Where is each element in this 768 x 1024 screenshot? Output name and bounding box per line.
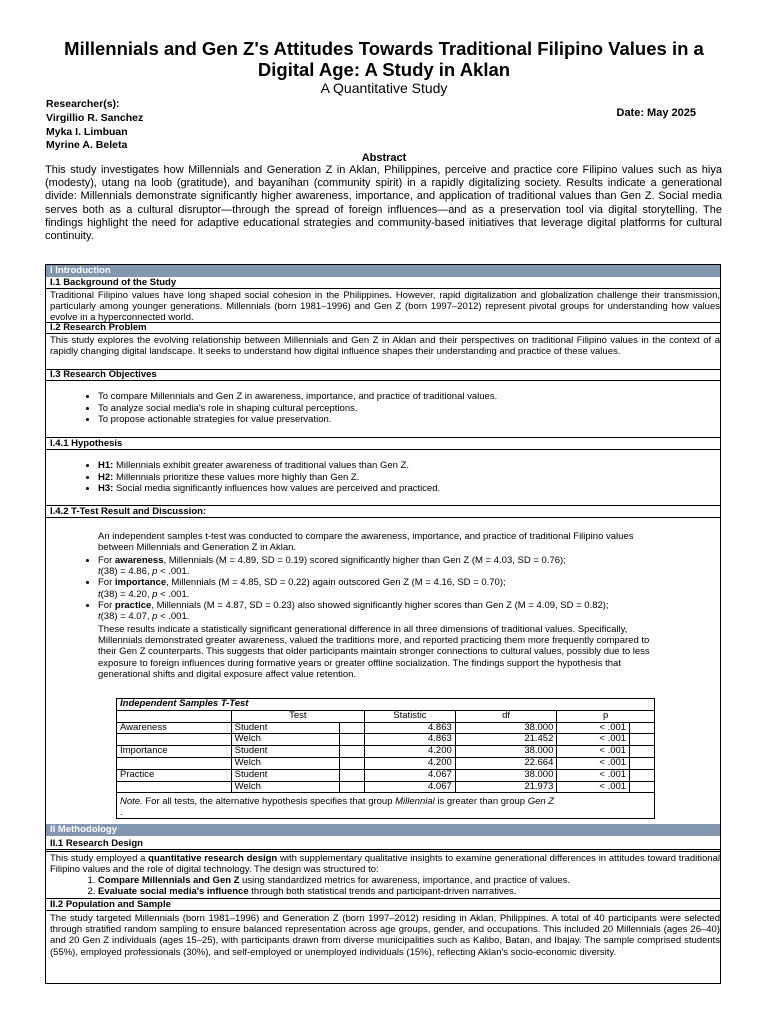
design-text bbox=[50, 853, 720, 875]
table-row bbox=[117, 722, 655, 734]
hypothesis-text: Social media significantly influences how values are perceived and practiced. bbox=[113, 483, 441, 495]
result-text: , Millennials (M = 4.87, SD = 0.23) also showed significantly higher scores than Gen Z (M = 4.09, SD = 0.82); bbox=[151, 599, 609, 611]
list-item bbox=[98, 600, 658, 622]
cell-p: < .001 bbox=[557, 769, 630, 781]
table-row bbox=[117, 769, 655, 781]
hypothesis-text: Millennials exhibit greater awareness of traditional values than Gen Z. bbox=[113, 460, 410, 471]
ttest-intro: An independent samples t-test was conducted to compare the awareness, importance, and practice of traditional Filipino values between Millennials and Generation Z in Aklan. bbox=[98, 531, 634, 554]
result-dimension: importance bbox=[114, 577, 167, 589]
objectives-list bbox=[52, 391, 497, 426]
table-row bbox=[117, 757, 655, 769]
cell-group: Awareness bbox=[117, 722, 232, 734]
cell-empty bbox=[340, 781, 365, 793]
cell-test: Student bbox=[231, 769, 340, 781]
cell-statistic: 4.200 bbox=[365, 757, 456, 769]
result-text: For bbox=[98, 599, 115, 611]
note-text: For all tests, the alternative hypothesis specifies that group bbox=[142, 796, 396, 808]
p-symbol: p bbox=[152, 566, 158, 578]
section-bar-introduction: I Introduction bbox=[46, 265, 720, 277]
design-item-title: Compare Millennials and Gen Z bbox=[98, 875, 240, 886]
hypothesis-label: H1: bbox=[98, 460, 114, 471]
hypothesis-text: Millennials prioritize these values more highly than Gen Z. bbox=[113, 471, 360, 483]
table-title: Independent Samples T-Test bbox=[117, 699, 655, 711]
result-dimension: practice bbox=[114, 599, 152, 611]
cell-empty bbox=[340, 722, 365, 734]
problem-text: This study explores the evolving relationship between Millennials and Gen Z in Aklan and their perspectives on traditional Filipino values in the context of a rapidly changing digital landscape. It seeks to understand how digital influence shapes their understanding and practice of these values. bbox=[50, 335, 720, 358]
section-heading-population: II.2 Population and Sample bbox=[46, 899, 720, 911]
cell-group bbox=[117, 757, 232, 769]
result-stat: (38) = 4.07, bbox=[100, 611, 153, 623]
list-item: • To compare Millennials and Gen Z in awareness, importance, and practice of traditional values. bbox=[98, 391, 497, 403]
cell-empty bbox=[630, 734, 655, 746]
t-symbol: t bbox=[98, 611, 101, 623]
table-header-row bbox=[117, 710, 655, 722]
note-group: Gen Z bbox=[527, 796, 555, 808]
cell-p: < .001 bbox=[557, 722, 630, 734]
researcher-name: Virgillio R. Sanchez bbox=[46, 111, 144, 124]
cell-df: 38.000 bbox=[455, 769, 557, 781]
note-label: Note. bbox=[120, 796, 143, 808]
result-text: For bbox=[98, 555, 115, 566]
cell-p: < .001 bbox=[557, 734, 630, 746]
result-stat: (38) = 4.86, bbox=[100, 566, 153, 578]
design-item-title: Evaluate social media's influence bbox=[98, 886, 249, 897]
section-bar-methodology: II Methodology bbox=[46, 824, 720, 836]
population-text: The study targeted Millennials (born 1981–1996) and Generation Z (born 1997–2012) residing in Aklan, Philippines. A total of 40 participants were selected through stratified random sampling to ensure balanced representation across age groups, gender, and occupations. This included 20 Millennials (ages 26–40) and 20 Gen Z individuals (ages 15–25), with participants drawn from diverse municipalities such as Kalibo, Batan, and Ibajay. The sample comprised students (55%), employed professionals (30%), and self-employed or unemployed individuals (15%), reflecting Aklan's socio-economic diversity. bbox=[50, 913, 720, 958]
section-heading-background: I.1 Background of the Study bbox=[46, 277, 720, 289]
design-list bbox=[52, 875, 570, 897]
divider bbox=[46, 851, 720, 852]
cell-empty bbox=[340, 746, 365, 758]
cell-statistic: 4.067 bbox=[365, 781, 456, 793]
abstract-text: This study investigates how Millennials and Generation Z in Aklan, Philippines, perceive and practice core Filipino values such as hiya (modesty), utang na loob (gratitude), and bayanihan (community spirit) in a rapidly digitalizing society. Results indicate a generational divide: Millennials demonstrate significantly higher awareness, importance, and application of traditional values than Gen Z. Social media serves both as a cultural disruptor—through the spread of foreign influences—and as a preservation tool via digital storytelling. The findings highlight the need for adaptive educational strategies and community-based initiatives that leverage digital platforms for cultural continuity. bbox=[45, 164, 722, 243]
p-symbol: p bbox=[152, 588, 158, 600]
table-row bbox=[117, 746, 655, 758]
hypothesis-list bbox=[52, 460, 440, 495]
cell-df: 38.000 bbox=[455, 746, 557, 758]
list-item: • To analyze social media's role in shaping cultural perceptions. bbox=[98, 403, 497, 415]
table-note-row bbox=[117, 793, 655, 819]
result-p: < .001. bbox=[157, 588, 190, 600]
design-emphasis: quantitative research design bbox=[148, 853, 278, 864]
t-symbol: t bbox=[98, 588, 101, 600]
ttest-results-list bbox=[52, 555, 658, 622]
abstract-heading: Abstract bbox=[361, 152, 407, 164]
list-item bbox=[98, 472, 440, 484]
table-note bbox=[117, 793, 655, 819]
cell-p: < .001 bbox=[557, 781, 630, 793]
table-header: Statistic bbox=[365, 710, 456, 722]
section-heading-problem: I.2 Research Problem bbox=[46, 322, 720, 334]
paper-title: Millennials and Gen Z's Attitudes Towards Traditional Filipino Values in a Digital Age: A Study in Aklan bbox=[64, 38, 704, 80]
list-item bbox=[98, 483, 440, 495]
note-text: is greater than group bbox=[434, 796, 528, 808]
list-item bbox=[98, 875, 570, 886]
cell-group: Importance bbox=[117, 746, 232, 758]
background-text: Traditional Filipino values have long shaped social cohesion in the Philippines. However, rapid digitalization and globalization challenge their transmission, particularly among younger generations. Millennials (born 1981–1996) and Gen Z (born 1997–2012) represent pivotal groups for understanding how values evolve in a hyperconnected world. bbox=[50, 290, 720, 324]
section-heading-hypothesis: I.4.1 Hypothesis bbox=[46, 438, 720, 450]
researcher-name: Myka I. Limbuan bbox=[46, 125, 128, 138]
list-item bbox=[98, 555, 658, 577]
table-row bbox=[117, 781, 655, 793]
result-dimension: awareness bbox=[114, 555, 164, 566]
ttest-discussion: These results indicate a statistically significant generational difference in all three dimensions of traditional values. Specifically, Millennials demonstrated greater awareness, valued the traditions more, and reported practicing them more frequently compared to their Gen Z counterparts. This suggests that older participants maintain stronger connections to cultural values, possibly due to less exposure to foreign influences during formative years or greater offline socialization. The findings support the hypothesis that generational shifts and digital exposure affect value retention. bbox=[98, 624, 650, 680]
cell-df: 38.000 bbox=[455, 722, 557, 734]
cell-p: < .001 bbox=[557, 757, 630, 769]
design-item-text: through both statistical trends and participant-driven narratives. bbox=[248, 886, 517, 897]
cell-empty bbox=[340, 734, 365, 746]
table-title-row bbox=[117, 699, 655, 711]
cell-group bbox=[117, 734, 232, 746]
cell-empty bbox=[630, 746, 655, 758]
cell-statistic: 4.863 bbox=[365, 734, 456, 746]
hypothesis-label: H2: bbox=[98, 471, 114, 483]
note-text: . bbox=[120, 807, 123, 819]
researchers-label: Researcher(s): bbox=[46, 98, 120, 110]
cell-group: Practice bbox=[117, 769, 232, 781]
cell-df: 22.664 bbox=[455, 757, 557, 769]
cell-empty bbox=[630, 757, 655, 769]
list-item bbox=[98, 886, 570, 897]
cell-test: Welch bbox=[231, 781, 340, 793]
cell-test: Student bbox=[231, 746, 340, 758]
cell-group bbox=[117, 781, 232, 793]
cell-empty bbox=[630, 722, 655, 734]
hypothesis-label: H3: bbox=[98, 483, 114, 495]
table-header-empty bbox=[117, 710, 232, 722]
list-item bbox=[98, 577, 658, 599]
list-item bbox=[98, 460, 440, 472]
paper-subtitle: A Quantitative Study bbox=[320, 80, 448, 96]
result-p: < .001. bbox=[157, 611, 190, 623]
cell-test: Welch bbox=[231, 757, 340, 769]
researcher-name: Myrine A. Beleta bbox=[46, 139, 128, 152]
result-p: < .001. bbox=[157, 566, 190, 578]
paper-date: Date: May 2025 bbox=[616, 107, 696, 119]
cell-df: 21.973 bbox=[455, 781, 557, 793]
section-heading-ttest: I.4.2 T-Test Result and Discussion: bbox=[46, 506, 720, 518]
p-symbol: p bbox=[152, 611, 158, 623]
list-item: • To propose actionable strategies for value preservation. bbox=[98, 414, 497, 426]
cell-empty bbox=[340, 769, 365, 781]
design-item-text: using standardized metrics for awareness, importance, and practice of values. bbox=[239, 875, 571, 886]
section-heading-objectives: I.3 Research Objectives bbox=[46, 369, 720, 381]
ttest-table bbox=[116, 698, 655, 819]
cell-statistic: 4.863 bbox=[365, 722, 456, 734]
result-stat: (38) = 4.20, bbox=[100, 588, 153, 600]
cell-empty bbox=[630, 781, 655, 793]
result-text: , Millennials (M = 4.85, SD = 0.22) again outscored Gen Z (M = 4.16, SD = 0.70); bbox=[166, 577, 506, 589]
table-header: df bbox=[455, 710, 557, 722]
cell-statistic: 4.200 bbox=[365, 746, 456, 758]
table-header: Test bbox=[231, 710, 364, 722]
table-row bbox=[117, 734, 655, 746]
cell-p: < .001 bbox=[557, 746, 630, 758]
cell-empty bbox=[340, 757, 365, 769]
cell-df: 21.452 bbox=[455, 734, 557, 746]
cell-empty bbox=[630, 769, 655, 781]
section-heading-design: II.1 Research Design bbox=[46, 838, 720, 850]
cell-statistic: 4.067 bbox=[365, 769, 456, 781]
cell-test: Student bbox=[231, 722, 340, 734]
cell-test: Welch bbox=[231, 734, 340, 746]
design-text-part: This study employed a bbox=[50, 853, 149, 864]
result-text: , Millennials (M = 4.89, SD = 0.19) scored significantly higher than Gen Z (M = 4.03, SD = 0.76); bbox=[163, 555, 566, 566]
table-header: p bbox=[557, 710, 655, 722]
result-text: For bbox=[98, 577, 115, 589]
researchers-block bbox=[46, 98, 143, 153]
note-group: Millennial bbox=[395, 796, 435, 808]
t-symbol: t bbox=[98, 566, 101, 578]
design-text-part: with supplementary qualitative insights to examine generational differences in attitudes toward traditional Filipino values and the role of digital technology. The design was structured to: bbox=[50, 853, 720, 876]
